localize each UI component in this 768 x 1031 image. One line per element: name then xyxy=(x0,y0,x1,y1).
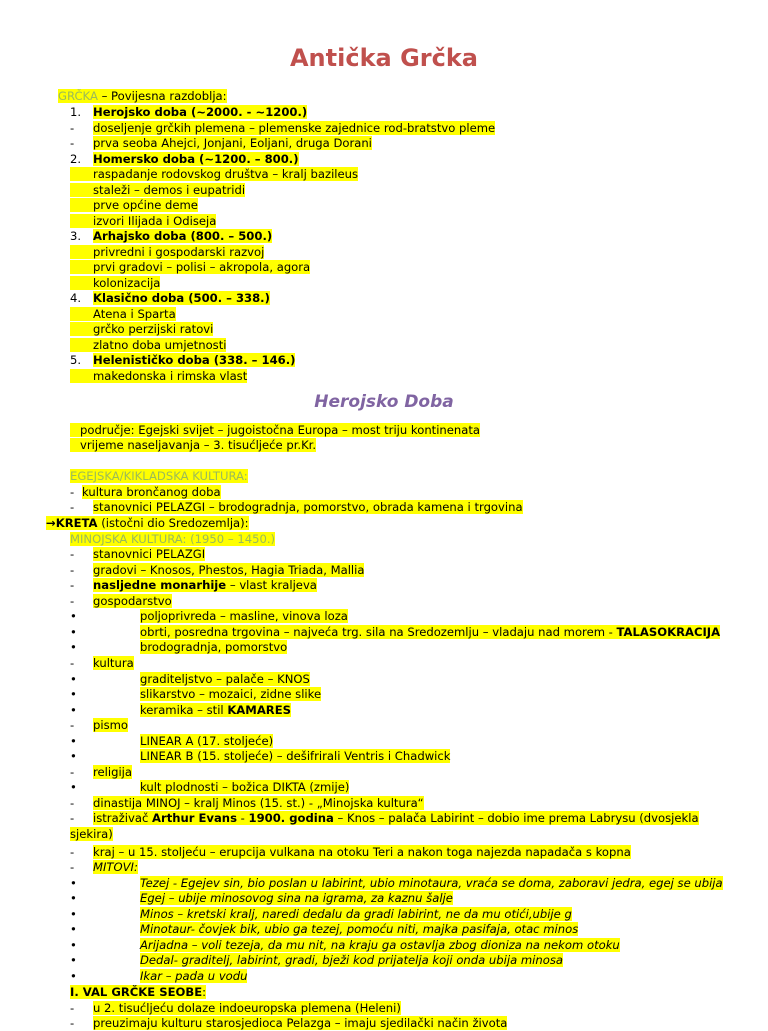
sub-item-text: brodogradnja, pomorstvo xyxy=(140,640,288,654)
sub-item xyxy=(140,703,291,718)
dash-marker: - xyxy=(70,500,75,514)
myth-text: Arijadna – voli tezeja, da mu nit, na kraju ga ostavlja zbog dioniza na nekom otoku xyxy=(140,938,620,952)
sub-item-text: poljoprivreda – masline, vinova loza xyxy=(140,609,348,623)
list-item-text: kultura brončanog doba xyxy=(82,485,221,499)
bullet-marker: • xyxy=(70,780,77,794)
minojska-heading-text: MINOJSKA KULTURA: (1950 – 1450.) xyxy=(70,532,276,546)
sub-item-text: graditeljstvo – palače – KNOS xyxy=(140,672,310,686)
intro-time xyxy=(70,438,316,453)
period-2-label: Homersko doba (~1200. – 800.) xyxy=(93,152,299,166)
list-item-bold: 1900. godina xyxy=(248,811,334,825)
list-item-text: staleži – demos i eupatridi xyxy=(70,183,245,197)
bullet-marker: • xyxy=(70,734,77,748)
kreta-heading xyxy=(46,516,249,531)
sub-item xyxy=(140,687,321,702)
kreta-label: KRETA xyxy=(55,516,98,530)
list-number: 2. xyxy=(70,152,82,166)
period-1 xyxy=(93,105,307,120)
list-item-bold: nasljedne monarhije xyxy=(93,578,227,592)
dash-marker: - xyxy=(70,656,75,670)
list-item-text: stanovnici PELAZGI xyxy=(93,547,206,561)
section-title: Herojsko Doba xyxy=(314,392,454,412)
period-5 xyxy=(93,353,295,368)
period-3 xyxy=(93,229,272,244)
bullet-marker: • xyxy=(70,672,77,686)
periods-heading xyxy=(58,89,227,104)
bullet-marker: • xyxy=(70,687,77,701)
list-item xyxy=(70,260,310,275)
list-item xyxy=(93,811,699,826)
list-item xyxy=(70,276,160,291)
list-item-text: stanovnici PELAZGI – brodogradnja, pomorstvo, obrada kamena i trgovina xyxy=(93,500,523,514)
period-1-label: Herojsko doba (~2000. - ~1200.) xyxy=(93,105,308,119)
list-item-text: kolonizacija xyxy=(70,276,160,290)
myths-heading-text: MITOVI: xyxy=(93,860,138,874)
bullet-marker: • xyxy=(70,625,77,639)
intro-area xyxy=(70,423,480,438)
list-item-text: raspadanje rodovskog društva – kralj bazileus xyxy=(70,167,358,181)
myth-text: Tezej - Egejev sin, bio poslan u labirint, ubio minotaura, vraća se doma, zaboravi jedra, egej se ubija xyxy=(140,876,723,890)
list-item-text: sjekira) xyxy=(70,827,113,841)
heading-rest: – Povijesna razdoblja: xyxy=(97,89,227,103)
myth-item xyxy=(140,876,723,891)
sub-item xyxy=(140,734,273,749)
sub-item xyxy=(140,672,310,687)
period-4-label: Klasično doba (500. – 338.) xyxy=(93,291,270,305)
sub-item-text: keramika – stil xyxy=(140,703,228,717)
period-3-label: Arhajsko doba (800. – 500.) xyxy=(93,229,273,243)
list-item-text: u 2. tisućljeću dolaze indoeuropska plemena (Heleni) xyxy=(93,1001,401,1015)
list-item-text: pismo xyxy=(93,718,129,732)
list-item xyxy=(93,1001,401,1016)
list-item-text: Atena i Sparta xyxy=(70,307,176,321)
list-item-text: dinastija MINOJ – kralj Minos (15. st.) - „Minojska kultura“ xyxy=(93,796,424,810)
list-item-text: privredni i gospodarski razvoj xyxy=(70,245,264,259)
list-item-text: zlatno doba umjetnosti xyxy=(70,338,226,352)
egejska-heading xyxy=(70,469,248,484)
sub-item-text: LINEAR B (15. stoljeće) – dešifrirali Ventris i Chadwick xyxy=(140,749,451,763)
seoba-heading-text: I. VAL GRČKE SEOBE xyxy=(70,985,203,999)
list-item xyxy=(70,338,226,353)
arrow-right-icon: → xyxy=(46,516,56,530)
dash-marker: - xyxy=(70,796,75,810)
list-item xyxy=(93,718,128,733)
sub-item xyxy=(140,640,287,655)
list-item xyxy=(70,322,213,337)
list-item xyxy=(93,765,132,780)
seoba-heading-colon: : xyxy=(202,985,207,999)
sub-item-text: obrti, posredna trgovina – najveća trg. sila na Sredozemlju – vladaju nad morem - xyxy=(140,625,617,639)
bullet-marker: • xyxy=(70,609,77,623)
myth-text: Ikar – pada u vodu xyxy=(140,969,248,983)
sub-item-text: kult plodnosti – božica DIKTA (zmije) xyxy=(140,780,350,794)
list-item xyxy=(93,656,134,671)
sub-item xyxy=(140,625,720,640)
dash-marker: - xyxy=(70,1001,75,1015)
list-item xyxy=(93,121,495,136)
list-item xyxy=(70,167,358,182)
sub-item-bold: TALASOKRACIJA xyxy=(616,625,721,639)
bullet-marker: • xyxy=(70,891,77,905)
period-4 xyxy=(93,291,270,306)
bullet-marker: • xyxy=(70,969,77,983)
intro-area-text: područje: Egejski svijet – jugoistočna Europa – most triju kontinenata xyxy=(70,423,480,437)
list-item-bold: Arthur Evans xyxy=(152,811,237,825)
list-item xyxy=(70,307,176,322)
sub-item-bold: KAMARES xyxy=(227,703,291,717)
bullet-marker: • xyxy=(70,703,77,717)
page-title: Antička Grčka xyxy=(289,44,478,72)
list-item-text: - xyxy=(236,811,249,825)
dash-marker: - xyxy=(70,594,75,608)
sub-item xyxy=(140,780,349,795)
myth-item xyxy=(140,922,578,937)
list-number: 3. xyxy=(70,229,82,243)
list-item-text: – Knos – palača Labirint – dobio ime prema Labrysu (dvosjekla xyxy=(333,811,699,825)
myth-text: Dedal- graditelj, labirint, gradi, bježi kod prijatelja koji onda ubija minosa xyxy=(140,953,563,967)
sub-item xyxy=(140,749,450,764)
dash-marker: - xyxy=(70,765,75,779)
list-item-continued xyxy=(70,827,113,842)
bullet-marker: • xyxy=(70,938,77,952)
dash-marker: - xyxy=(70,547,75,561)
list-item xyxy=(70,198,198,213)
sub-item-text: slikarstvo – mozaici, zidne slike xyxy=(140,687,322,701)
list-item xyxy=(82,485,221,500)
list-item xyxy=(93,594,172,609)
minojska-heading xyxy=(70,532,275,547)
myth-item xyxy=(140,891,453,906)
dash-marker: - xyxy=(70,578,75,592)
list-item-text: prve općine deme xyxy=(70,198,198,212)
list-item xyxy=(70,183,245,198)
sub-item-text: LINEAR A (17. stoljeće) xyxy=(140,734,274,748)
list-item-text: izvori Ilijada i Odiseja xyxy=(70,214,216,228)
dash-marker: - xyxy=(70,563,75,577)
list-number: 1. xyxy=(70,105,82,119)
list-item-text: preuzimaju kulturu starosjedioca Pelazga – imaju sjedilački način života xyxy=(93,1016,508,1030)
bullet-marker: • xyxy=(70,749,77,763)
myth-item xyxy=(140,938,620,953)
list-item xyxy=(93,845,631,860)
list-item xyxy=(93,796,424,811)
list-item-text: prvi gradovi – polisi – akropola, agora xyxy=(70,260,310,274)
list-item-text: kraj – u 15. stoljeću – erupcija vulkana na otoku Teri a nakon toga najezda napadača s kopna xyxy=(93,845,631,859)
bullet-marker: • xyxy=(70,922,77,936)
period-2 xyxy=(93,152,299,167)
bullet-marker: • xyxy=(70,907,77,921)
list-item-text: gospodarstvo xyxy=(93,594,172,608)
heading-grcka: GRČKA xyxy=(58,89,98,103)
list-item xyxy=(93,136,372,151)
list-item-text: istraživač xyxy=(93,811,153,825)
dash-marker: - xyxy=(70,485,75,499)
list-item xyxy=(70,369,247,384)
dash-marker: - xyxy=(70,136,75,150)
dash-marker: - xyxy=(70,718,75,732)
list-item-text: – vlast kraljeva xyxy=(226,578,317,592)
list-number: 5. xyxy=(70,353,82,367)
myth-item xyxy=(140,969,247,984)
dash-marker: - xyxy=(70,860,75,874)
myth-item xyxy=(140,953,563,968)
list-item xyxy=(93,563,364,578)
list-item xyxy=(70,214,216,229)
list-item-text: prva seoba Ahejci, Jonjani, Eoljani, druga Dorani xyxy=(93,136,372,150)
myth-text: Egej – ubije minosovog sina na igrama, za kaznu šalje xyxy=(140,891,453,905)
bullet-marker: • xyxy=(70,953,77,967)
myths-heading xyxy=(93,860,138,875)
list-item-text: makedonska i rimska vlast xyxy=(70,369,247,383)
list-number: 4. xyxy=(70,291,82,305)
list-item-text: kultura xyxy=(93,656,134,670)
bullet-marker: • xyxy=(70,640,77,654)
egejska-heading-text: EGEJSKA/KIKLADSKA KULTURA: xyxy=(70,469,248,483)
sub-item xyxy=(140,609,348,624)
intro-time-text: vrijeme naseljavanja – 3. tisućljeće pr.Kr. xyxy=(70,438,316,452)
dash-marker: - xyxy=(70,121,75,135)
list-item-text: grčko perzijski ratovi xyxy=(70,322,213,336)
list-item-text: gradovi – Knosos, Phestos, Hagia Triada, Mallia xyxy=(93,563,365,577)
seoba-heading xyxy=(70,985,206,1000)
list-item xyxy=(93,547,205,562)
list-item xyxy=(93,578,317,593)
list-item xyxy=(93,500,523,515)
myth-text: Minos – kretski kralj, naredi dedalu da gradi labirint, ne da mu otići,ubije g xyxy=(140,907,572,921)
bullet-marker: • xyxy=(70,876,77,890)
dash-marker: - xyxy=(70,1016,75,1030)
list-item-text: doseljenje grčkih plemena – plemenske zajednice rod-bratstvo pleme xyxy=(93,121,496,135)
myth-item xyxy=(140,907,572,922)
list-item xyxy=(70,245,264,260)
kreta-rest: (istočni dio Sredozemlja): xyxy=(97,516,249,530)
period-5-label: Helenističko doba (338. – 146.) xyxy=(93,353,296,367)
dash-marker: - xyxy=(70,845,75,859)
myth-text: Minotaur- čovjek bik, ubio ga tezej, pomoću niti, majka pasifaja, otac minos xyxy=(140,922,579,936)
dash-marker: - xyxy=(70,811,75,825)
list-item-text: religija xyxy=(93,765,132,779)
